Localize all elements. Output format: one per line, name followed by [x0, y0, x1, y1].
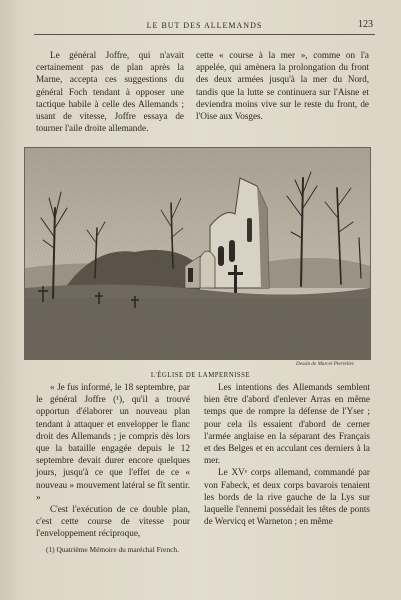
paragraph: Le général Joffre, qui n'avait certainement pas de plan après la Marne, accepta ces suggestions du général Foch tendant à opposer une tactique habile à celle des Allemands ; usant de vitesse, Joffre essaya de tourner l'aile droite allemande. — [36, 50, 184, 134]
top-left-column — [36, 49, 184, 134]
paragraph: « Je fus informé, le 18 septembre, par le général Joffre (¹), qu'il a trouvé opportun d'élaborer un nouveau plan tendant à attaquer et envelopper le flanc droit des Allemands ; je compris dès lors que la bataille engagée depuis le 12 septembre devait durer encore quelques jours, jusqu'à ce que l'effet de ce « nouveau » mouvement latéral se fît sentir. » — [36, 382, 190, 502]
paragraph: Le XVᵉ corps allemand, commandé par von Fabeck, et deux corps bavarois tenaient les bords de la rive gauche de la Lys sur laquelle l'ennemi possédait les têtes de ponts de Wervicq et Warneton ; en même — [204, 467, 370, 527]
bottom-right-column — [204, 381, 370, 527]
running-title: LE BUT DES ALLEMANDS — [146, 21, 263, 30]
paragraph: Les intentions des Allemands semblent bien être d'abord d'enlever Arras en même temps que de rompre la défense de l'Yser ; pour cela ils essaient d'abord de cerner l'armée anglaise en la séparant des Français et des Belges et en acculant ces derniers à la mer. — [204, 382, 370, 466]
running-header — [34, 20, 375, 35]
bottom-left-column — [36, 381, 190, 555]
church-ruins-drawing — [25, 148, 370, 359]
footnote: (1) Quatrième Mémoire du maréchal French. — [46, 544, 179, 554]
church-illustration — [24, 147, 371, 360]
paragraph: cette « course à la mer », comme on l'a appelée, qui amènera la prolongation du front des deux armées jusqu'à la mer du Nord, tandis que la lutte se continuera sur l'Aisne et deviendra moins vive sur le reste du front, de l'Oise aux Vosges. — [196, 50, 369, 122]
figure-caption: L'ÉGLISE DE LAMPERNISSE — [150, 372, 251, 379]
page-number: 123 — [358, 19, 373, 30]
paragraph: C'est l'exécution de ce double plan, c'est cette course de vitesse pour l'enveloppement réciproque, — [36, 504, 190, 539]
top-right-column — [196, 49, 369, 122]
illustration-credit: Dessin de Marcel Pierrelier. — [296, 361, 355, 367]
